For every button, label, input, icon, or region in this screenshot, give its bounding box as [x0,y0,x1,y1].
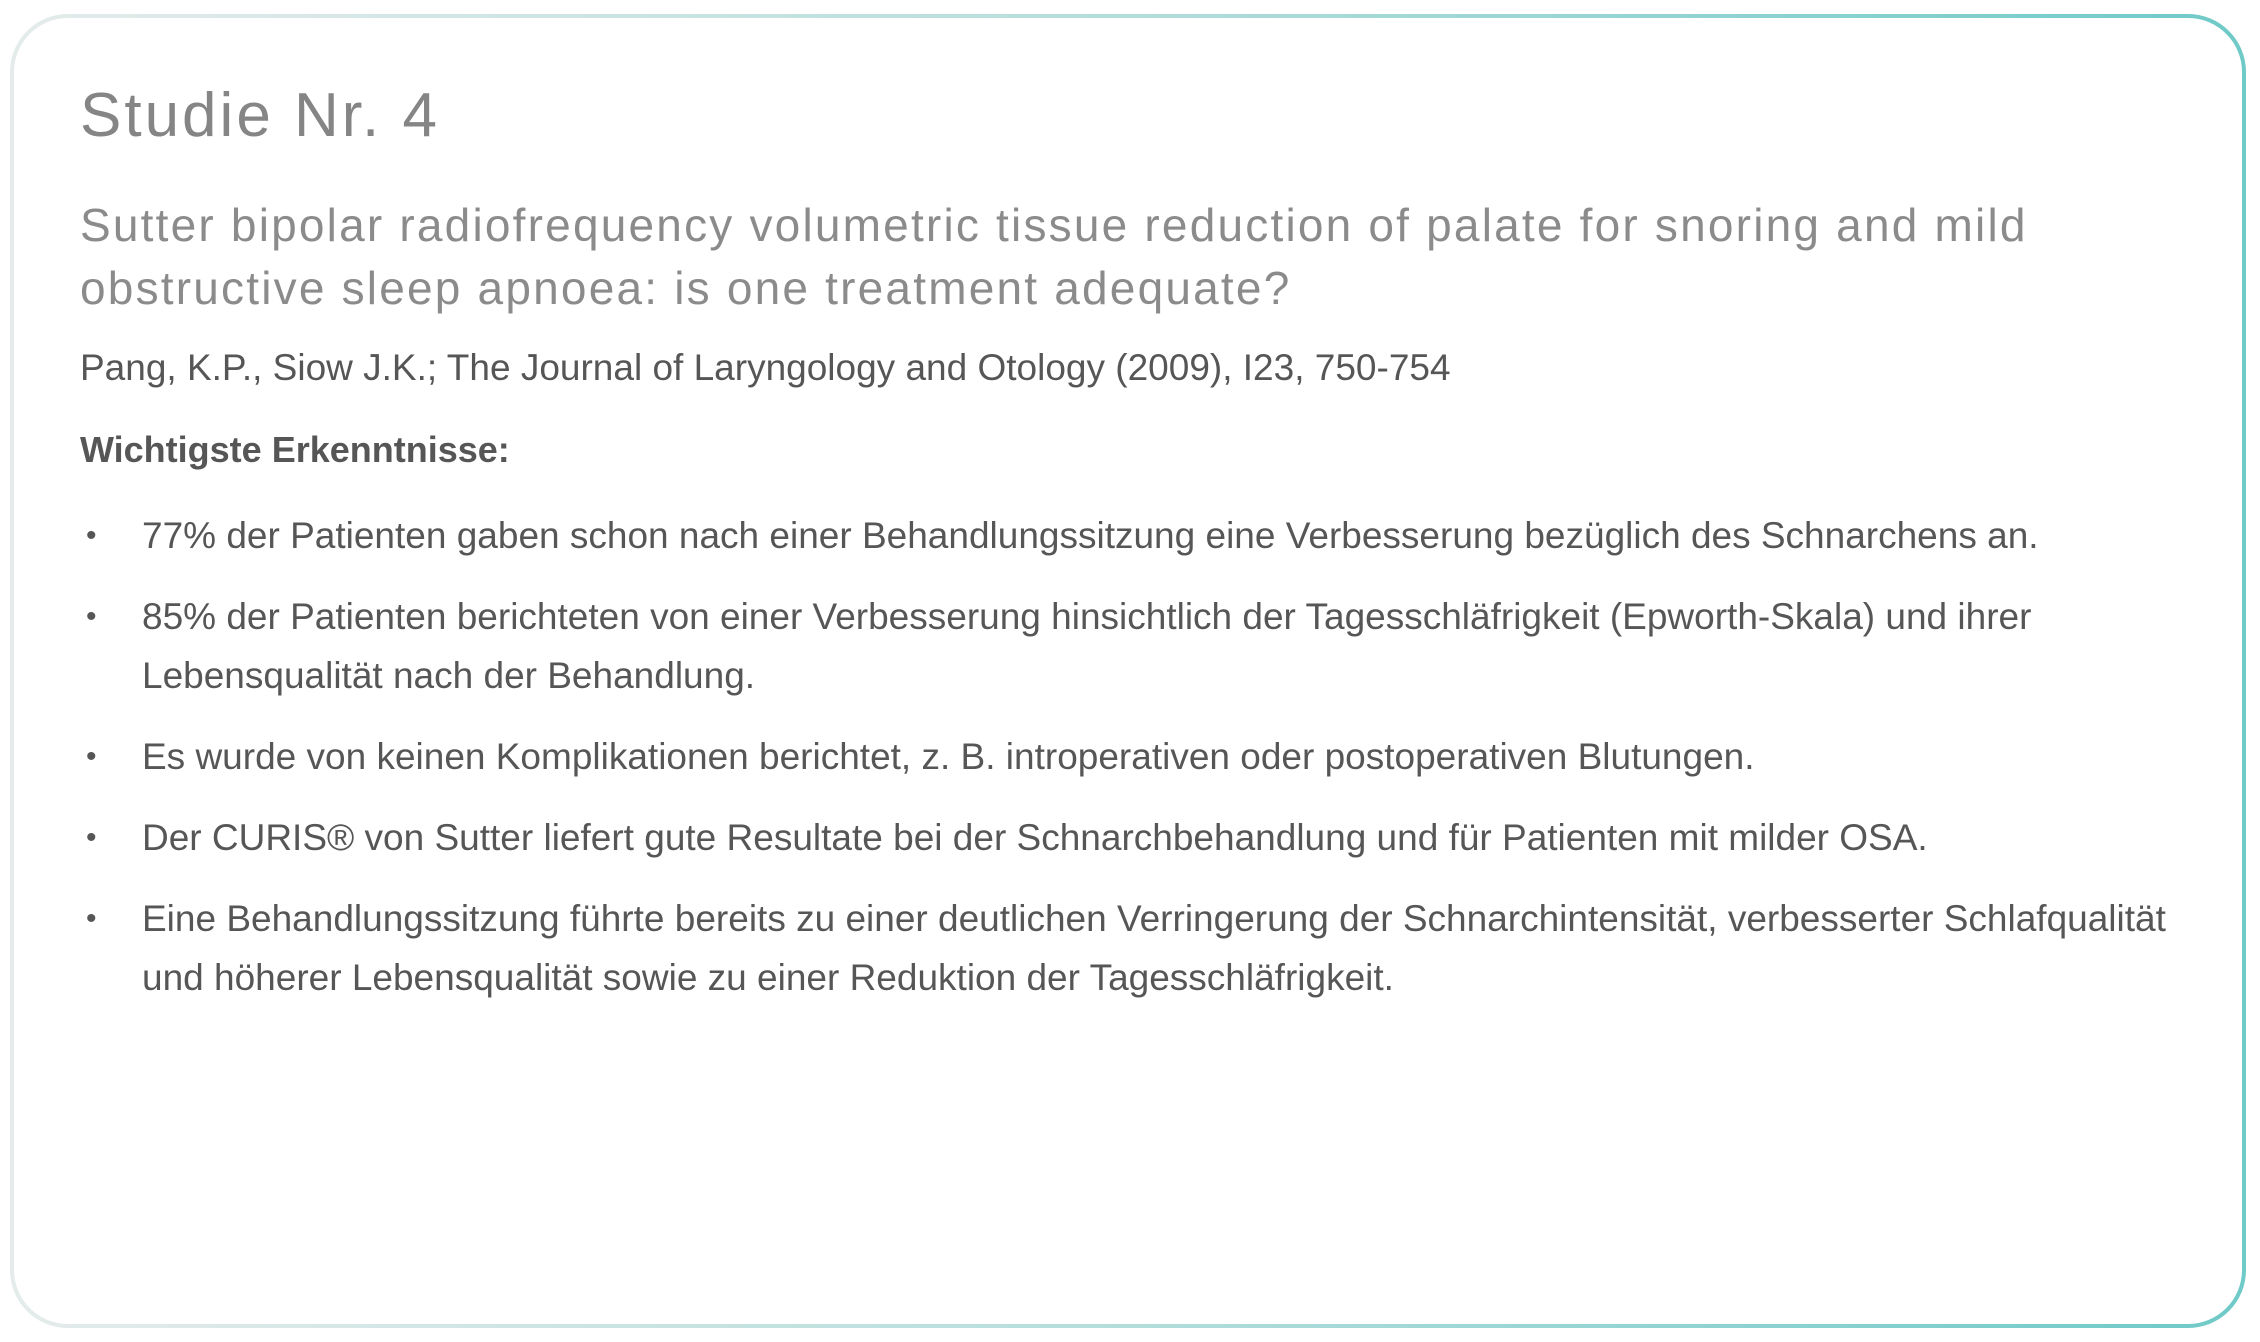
finding-text: Eine Behandlungssitzung führte bereits zu einer deutlichen Verringerung der Schnarchintensität, verbesserter Schlafqualität und höherer Lebensqualität sowie zu einer Reduktion der Tagesschläfrigkeit. [142,898,2166,998]
finding-text: Es wurde von keinen Komplikationen berichtet, z. B. introperativen oder postoperativen Blutungen. [142,736,1755,777]
study-card [10,14,2246,1328]
finding-item [80,587,2210,705]
paper-citation: Pang, K.P., Siow J.K.; The Journal of Laryngology and Otology (2009), I23, 750-754 [80,347,1451,388]
finding-text: Der CURIS® von Sutter liefert gute Resultate bei der Schnarchbehandlung und für Patienten mit milder OSA. [142,817,1928,858]
study-title: Studie Nr. 4 [80,81,440,150]
bullet-icon: • [86,902,97,935]
bullet-icon: • [86,740,97,773]
bullet-icon: • [86,821,97,854]
findings-heading: Wichtigste Erkenntnisse: [80,429,510,470]
finding-text: 77% der Patienten gaben schon nach einer Behandlungssitzung eine Verbesserung bezüglich des Schnarchens an. [142,515,2039,556]
findings-list [80,506,2210,1007]
bullet-icon: • [86,519,97,552]
finding-item [80,808,2210,867]
finding-item [80,727,2210,786]
finding-text: 85% der Patienten berichteten von einer Verbesserung hinsichtlich der Tagesschläfrigkeit (Epworth-Skala) und ihrer Lebensqualität nach der Behandlung. [142,596,2032,696]
bullet-icon: • [86,600,97,633]
finding-item [80,889,2210,1007]
study-content [80,74,2210,1029]
finding-item [80,506,2210,565]
paper-title: Sutter bipolar radiofrequency volumetric tissue reduction of palate for snoring and mild obstructive sleep apnoea: is one treatment adequate? [80,199,2028,314]
